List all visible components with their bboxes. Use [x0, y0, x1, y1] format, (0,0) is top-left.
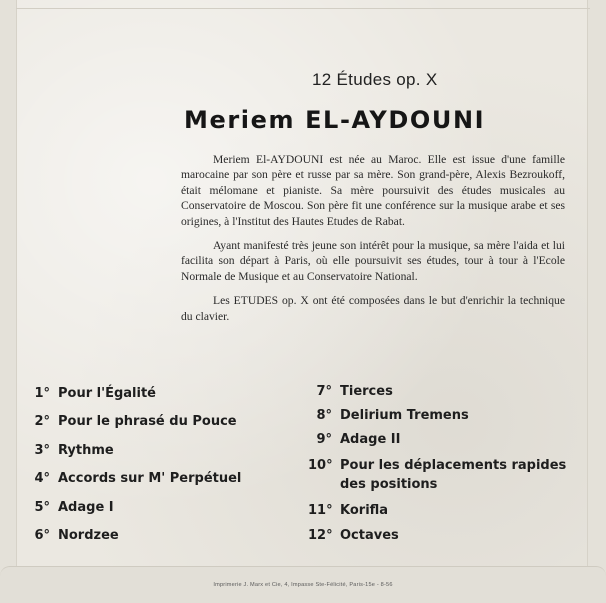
track-number: 1°: [34, 386, 50, 401]
track-number: 12°: [308, 528, 333, 543]
track-item: [308, 384, 393, 399]
track-item: [308, 408, 469, 423]
track-title: Adage I: [58, 500, 114, 515]
track-title: Delirium Tremens: [340, 408, 469, 423]
track-title: Accords sur M' Perpétuel: [58, 471, 242, 486]
track-item: [32, 443, 114, 458]
track-title: Pour l'Égalité: [58, 386, 156, 401]
track-title: Adage II: [340, 432, 401, 447]
track-item: [308, 432, 400, 447]
track-item: [32, 471, 241, 486]
track-number: 7°: [316, 384, 332, 399]
track-item: [32, 414, 237, 429]
biography-paragraph: Les ETUDES op. X ont été composées dans le but d'enrichir la technique du clavier.: [181, 294, 565, 323]
track-title: Tierces: [340, 384, 393, 399]
track-number: 10°: [308, 458, 333, 473]
track-title: Octaves: [340, 528, 399, 543]
biography-paragraph: Ayant manifesté très jeune son intérêt pour la musique, sa mère l'aida et lui facilita son départ à Paris, où elle poursuivit ses études, tour à tour à l'Ecole Normale de Musique et au Conservatoire National.: [181, 239, 565, 283]
track-item: [32, 386, 156, 401]
album-subtitle: 12 Études op. X: [312, 70, 438, 89]
track-item: [308, 458, 566, 492]
track-number: 6°: [34, 528, 50, 543]
track-number: 5°: [34, 500, 50, 515]
track-title: Pour les déplacements rapides: [340, 458, 567, 473]
sleeve-top-edge: [16, 0, 590, 9]
track-title: Korifla: [340, 503, 389, 518]
biography-text: [181, 152, 565, 333]
sleeve-left-flap: [0, 0, 17, 603]
track-title: Rythme: [58, 443, 114, 458]
track-number: 8°: [316, 408, 332, 423]
track-item: [308, 528, 399, 543]
track-title-continuation: des positions: [340, 477, 438, 492]
track-number: 11°: [308, 503, 333, 518]
track-number: 3°: [34, 443, 50, 458]
track-number: 4°: [34, 471, 50, 486]
artist-name: Meriem EL-AYDOUNI: [184, 106, 486, 134]
track-title: Nordzee: [58, 528, 119, 543]
track-number: 2°: [34, 414, 50, 429]
sleeve-right-flap: [587, 0, 606, 603]
track-title: Pour le phrasé du Pouce: [58, 414, 237, 429]
track-item: [308, 503, 388, 518]
track-number: 9°: [316, 432, 332, 447]
track-item: [32, 500, 114, 515]
printer-imprint: Imprimerie J. Marx et Cie, 4, Impasse Ste-Félicité, Paris-15e - 8-56: [213, 582, 393, 588]
biography-paragraph: Meriem El-AYDOUNI est née au Maroc. Elle est issue d'une famille marocaine par son père et russe par sa mère. Son grand-père, Alexis Bezroukoff, était mélomane et pianiste. Sa mère poursuivit des études musicales au Conservatoire de Moscou. Son père fit une conférence sur la musique arabe et ses origines, à l'Institut des Hautes Etudes de Rabat.: [181, 153, 565, 228]
track-item: [32, 528, 119, 543]
